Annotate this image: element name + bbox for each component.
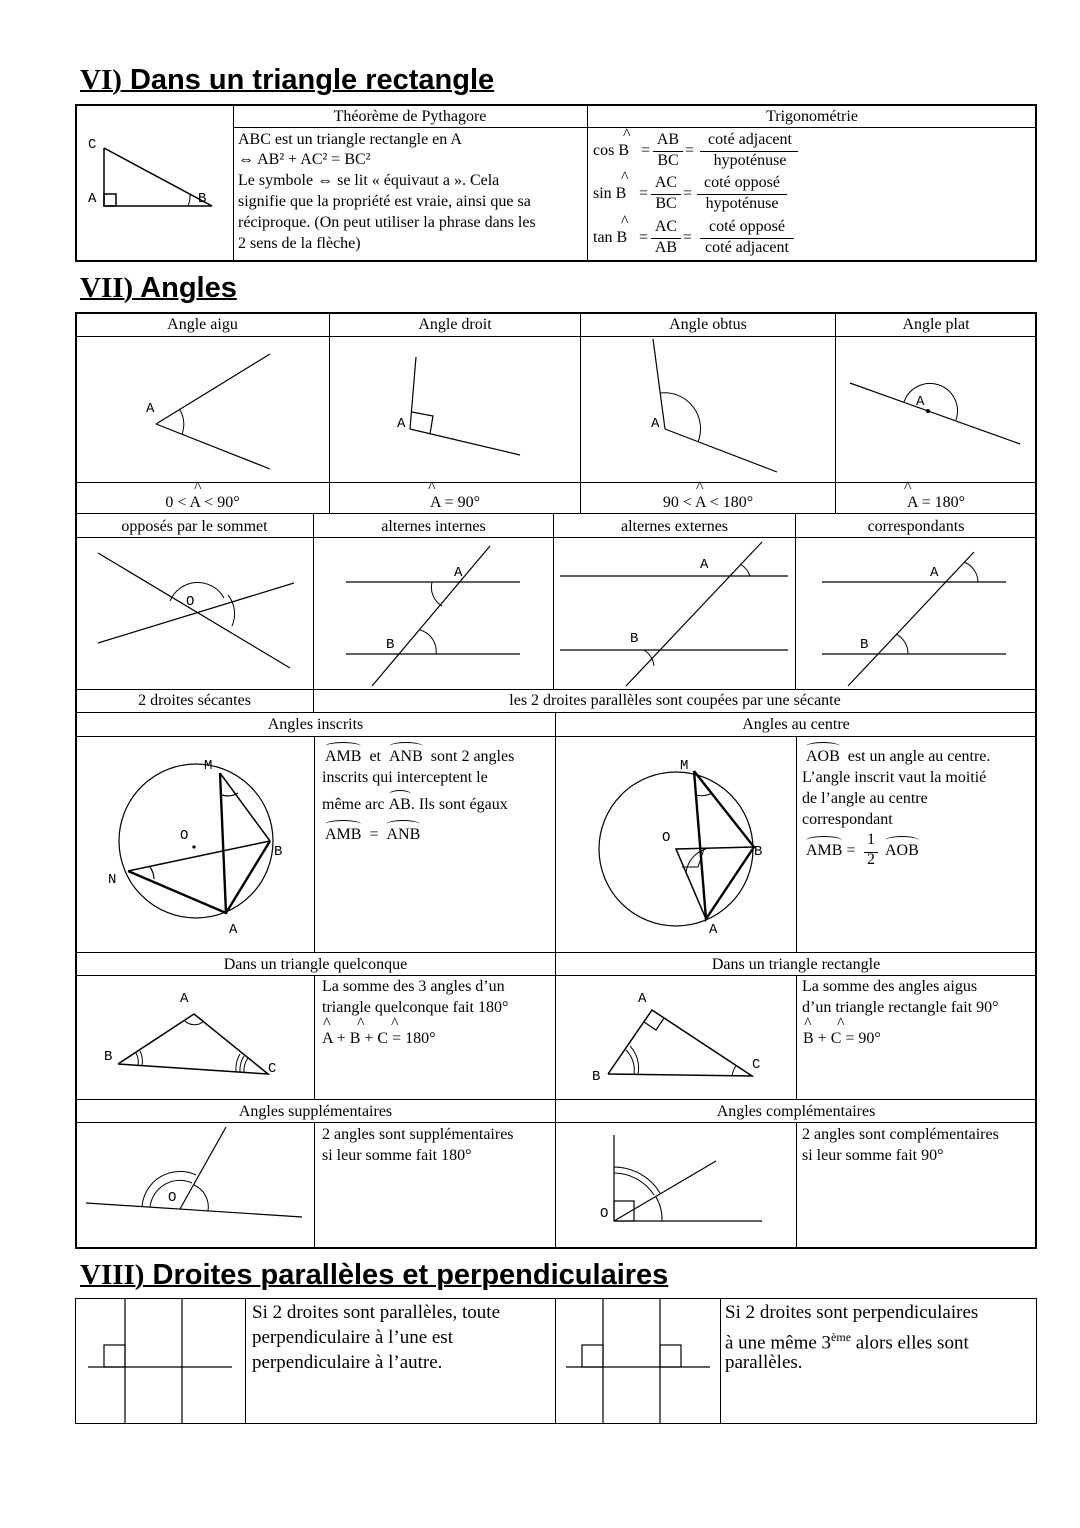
label-a: A — [88, 191, 97, 207]
svg-text:A: A — [709, 922, 718, 938]
trigo-sin-fn: sin B — [593, 185, 627, 202]
pair-alternes-internes-title: alternes internes — [381, 518, 486, 535]
pythagore-line5: réciproque. (On peut utiliser la phrase dans les — [238, 214, 536, 231]
centre-formula-rhs: AOB — [885, 842, 919, 859]
pair-opposes-title: opposés par le sommet — [121, 518, 268, 535]
sin-den: BC — [655, 195, 677, 212]
droites-p1-l3: perpendiculaire à l’autre. — [252, 1352, 443, 1373]
svg-text:A: A — [638, 991, 647, 1007]
cos-num: AB — [656, 131, 680, 148]
hat-tan: ^ — [621, 213, 629, 230]
comp-text1: 2 angles sont complémentaires — [802, 1126, 999, 1143]
section-title-viii: VIII) Droites parallèles et perpendiculaires — [80, 1259, 669, 1291]
cos-wnum: coté adjacent — [708, 131, 792, 148]
svg-text:A: A — [651, 416, 660, 432]
droites-p2-l3: parallèles. — [725, 1352, 803, 1373]
pythagore-line1: ABC est un triangle rectangle en A — [238, 131, 462, 148]
cos-den: BC — [657, 152, 679, 169]
svg-text:O: O — [600, 1206, 609, 1222]
fig-angle-plat — [836, 337, 1036, 482]
pythagore-line2: ⇔ AB² + AC² = BC² — [238, 151, 371, 168]
hat-sin: ^ — [621, 169, 629, 186]
svg-text:A: A — [180, 991, 189, 1007]
angle-plat-title: Angle plat — [902, 316, 970, 333]
cond-droit: A = 90° — [429, 494, 481, 511]
droites-p2-l2: à une même 3ème alors elles sont — [725, 1330, 969, 1354]
sin-wnum: coté opposé — [704, 174, 780, 191]
fig-tri-quelconque — [76, 976, 314, 1098]
cond-obtus: 90 < A < 180° — [662, 494, 754, 511]
eq-5: = — [639, 229, 649, 246]
fig-angle-aigu — [76, 337, 329, 482]
tri-quelconque-header: Dans un triangle quelconque — [223, 956, 408, 973]
hat-cos: ^ — [623, 126, 631, 143]
triangle-abc — [104, 148, 212, 206]
svg-text:C: C — [752, 1057, 761, 1073]
svg-text:A: A — [916, 394, 925, 410]
svg-text:N: N — [108, 872, 117, 888]
fig-paralleles-perpendiculaire — [76, 1299, 245, 1423]
svg-text:B: B — [386, 637, 395, 653]
svg-text:O: O — [186, 594, 195, 610]
trigo-cos-fn: cos B — [593, 142, 629, 159]
cos-wden: hypoténuse — [713, 152, 787, 169]
fig-complementaires — [556, 1123, 796, 1247]
svg-text:A: A — [146, 401, 155, 417]
angle-obtus-title: Angle obtus — [669, 316, 747, 333]
label-c: C — [88, 137, 97, 153]
centre-text4: correspondant — [802, 811, 893, 828]
supp-text1: 2 angles sont supplémentaires — [322, 1126, 514, 1143]
fig-centre — [556, 737, 796, 951]
eq-2: = — [685, 142, 695, 159]
pair-alternes-externes-title: alternes externes — [620, 518, 729, 535]
eq-4: = — [683, 185, 693, 202]
fig-alternes-externes — [554, 538, 795, 688]
droites-p1-l2: perpendiculaire à l’une est — [252, 1327, 453, 1348]
svg-text:B: B — [860, 637, 869, 653]
svg-text:A: A — [397, 416, 406, 432]
svg-text:A: A — [700, 557, 709, 573]
centre-text3: de l’angle au centre — [802, 790, 928, 807]
svg-text:A: A — [229, 922, 238, 938]
triangle-figure — [76, 106, 233, 260]
tri-quelconque-text1: La somme des 3 angles d’un — [322, 978, 505, 995]
tan-wnum: coté opposé — [709, 218, 785, 235]
eq-1: = — [641, 142, 651, 159]
sin-wden: hypoténuse — [705, 195, 779, 212]
inscrits-text3: même arc AB. Ils sont égaux — [322, 796, 508, 813]
pythagore-line3: Le symbole ⇔ se lit « équivaut a ». Cela — [238, 172, 500, 189]
svg-text:O: O — [662, 830, 671, 846]
centre-formula-lhs: AMB = — [806, 842, 856, 859]
svg-text:M: M — [680, 758, 689, 774]
cond-aigu: 0 < A < 90° — [165, 494, 240, 511]
cond-plat: A = 180° — [906, 494, 966, 511]
svg-text:B: B — [592, 1069, 601, 1085]
section-title-vi: VI) Dans un triangle rectangle — [80, 64, 495, 96]
sin-num: AC — [654, 174, 678, 191]
eq-6: = — [683, 229, 693, 246]
inscrits-text4: AMB = ANB — [325, 826, 421, 843]
fig-inscrits — [76, 737, 314, 951]
tri-rectangle-header: Dans un triangle rectangle — [711, 956, 881, 973]
droites-p2-l1: Si 2 droites sont perpendiculaires — [725, 1302, 979, 1323]
centre-text2: L’angle inscrit vaut la moitié — [802, 769, 987, 786]
angle-aigu-title: Angle aigu — [167, 316, 238, 333]
centre-text1: AOB est un angle au centre. — [806, 748, 991, 765]
tri-rectangle-text1: La somme des angles aigus — [802, 978, 978, 995]
supp-text2: si leur somme fait 180° — [322, 1147, 472, 1164]
tan-num: AC — [654, 218, 678, 235]
fig-tri-rectangle — [556, 976, 796, 1098]
svg-text:B: B — [630, 631, 639, 647]
inscrits-header: Angles inscrits — [267, 716, 364, 733]
fig-opposes — [76, 538, 313, 688]
tri-quelconque-text3: A + B + C = 180° — [322, 1030, 436, 1047]
footer-paralleles: les 2 droites parallèles sont coupées par une sécante — [509, 692, 841, 709]
trigo-header: Trigonométrie — [766, 108, 858, 125]
tri-rectangle-text2: d’un triangle rectangle fait 90° — [802, 999, 999, 1016]
pair-correspondants-title: correspondants — [867, 518, 965, 535]
label-b: B — [198, 191, 207, 207]
pythagore-line4: signifie que la propriété est vraie, ainsi que sa — [238, 193, 531, 210]
pythagore-line6: 2 sens de la flèche) — [238, 235, 361, 252]
svg-text:B: B — [274, 844, 283, 860]
svg-text:M: M — [204, 758, 213, 774]
fig-alternes-internes — [314, 538, 553, 688]
angle-droit-title: Angle droit — [418, 316, 492, 333]
right-angle-mark — [104, 194, 116, 206]
fig-angle-droit — [330, 337, 580, 482]
svg-text:A: A — [930, 565, 939, 581]
centre-formula-den: 2 — [867, 851, 875, 868]
fig-supplementaires — [76, 1123, 314, 1247]
comp-header: Angles complémentaires — [716, 1103, 876, 1120]
centre-header: Angles au centre — [742, 716, 850, 733]
centre-formula-num: 1 — [867, 831, 875, 848]
angle-b-arc — [188, 195, 190, 206]
fig-angle-obtus — [581, 337, 835, 482]
tri-rectangle-text3: B + C = 90° — [803, 1030, 881, 1047]
inscrits-text1: AMB et ANB sont 2 angles — [325, 748, 515, 765]
comp-text2: si leur somme fait 90° — [802, 1147, 944, 1164]
svg-text:B: B — [754, 844, 763, 860]
droites-p1-l1: Si 2 droites sont parallèles, toute — [252, 1302, 501, 1323]
svg-text:B: B — [104, 1049, 113, 1065]
eq-3: = — [639, 185, 649, 202]
footer-secantes: 2 droites sécantes — [138, 692, 251, 709]
svg-text:A: A — [454, 565, 463, 581]
fig-correspondants — [796, 538, 1036, 688]
svg-text:C: C — [268, 1061, 277, 1077]
supp-header: Angles supplémentaires — [238, 1103, 393, 1120]
tri-quelconque-text2: triangle quelconque fait 180° — [322, 999, 509, 1016]
svg-text:O: O — [180, 828, 189, 844]
fig-perpendiculaires-paralleles — [556, 1299, 720, 1423]
tan-den: AB — [654, 239, 678, 256]
tan-wden: coté adjacent — [705, 239, 789, 256]
section-title-vii: VII) Angles — [80, 272, 237, 304]
inscrits-text2: inscrits qui interceptent le — [322, 769, 488, 786]
trigo-tan-fn: tan B — [593, 229, 628, 246]
pythagore-header: Théorème de Pythagore — [333, 108, 487, 125]
svg-text:O: O — [168, 1190, 177, 1206]
